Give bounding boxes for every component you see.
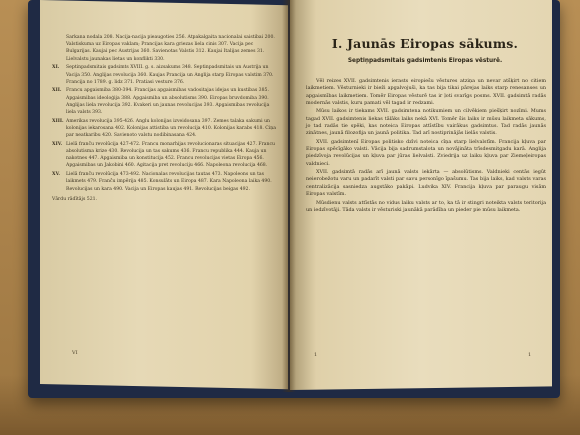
toc-entry-text: Amerikas revolucija 395-426. Anglu kolonijas izveidosana 397. Zemes talaka sakumi un kolonijas iekarosana 402. Kolonijas attistiba un revolucija 410. Kolonijas karabs 418. Ciņa par neatkaribu 420. Savienoto valstu nodibinasana 424.: [66, 118, 276, 139]
toc-entry-text: Septinpadsmitais gadsimts XVIII. g. s. aizsakums 348. Septinpadsmitais un Austrija un Vacija 350. Anglijas revolucija 360. Kaujas Prancija un Anglija starp Eiropas valstim 370. Francija no 1789. g. lidz 371. Pratiasi vesture 376.: [66, 65, 274, 85]
page-number-left: VI: [72, 350, 78, 356]
toc-entry-text: Francu apgaismiba 380-394. Francijas apgaismibas vadositajas idejas un kustibas 385. Apgaismibas ideoloģija 388. Apgaismiba un absolutisms 390. Eiropas bruvdomiba 390. Anglijas liela revolucija 392. Kvakeri un jaunas revolucijas 393. Apgaismibas revolucija liela valsts 393.: [66, 88, 270, 116]
toc-entry-number: XI.: [52, 65, 60, 71]
toc-entry: [52, 64, 276, 86]
toc-entry-text: Lielā franču revolūcija 427-472. Francu monarhijas revolucionaras situacijas 427. Francu absolutisma krize 430. Revolucija un tas sakums 436. Francu republika 444. Kauja un nakotnes 447. Apgaismiba un konstitucija 452. Francu revolucijas vietas Eiropa 456. Apgaismibas un Jakobini 460. Agitacija pret revoluciju 466. Napoleona revolucija 468.: [66, 141, 276, 169]
page-number-right-inner: 1: [314, 352, 318, 358]
toc-entry-text: Sarkana nodala 208. Nacija-nacija pieaugoties 256. Atpakalgaita nacionalai saistibai 200. Valstiskuma uz Eiropas vaklam; Prancijas kara griezas liela cinis 307. Vacija pec Bulgarijas. Kaujai pec Austrijas 360. Savienotas Valstis 312. Kaujai Italijas zemes 31. Lielvalstu jaunakas lietas un konflikti 330.: [66, 35, 275, 62]
paragraph: Vēl reizes XVII. gadsimtenis ierasts eiropiešu vēstures atziņa un nevar atšķirt no citiem laikmetiem. Vēsturnieki ir bieži apgalvojuši, ka tas bija tikai pārejas laiks starp renesanses un apgaismības laikmetiem. Tomēr Eiropas vēsturē tas ir ļoti svarīgs posms. XVII. gadsimtā radās modernās valstis, kuru pamati vēl tagad ir redzami.: [306, 78, 546, 107]
paragraph: Mūsdienu valsts attīstās no vidus laiku valsts ar to, ka tā ir stingri noteikta valsts teritorija un iedzīvotāji. Tāda valsts ir vēsturiski jaunākā parādība un pieder pie mūsu laikmeta.: [306, 199, 546, 213]
toc-entry-number: XIII.: [52, 118, 64, 124]
index-reference: Vārdu rādītājs 521.: [52, 196, 98, 202]
page-number-right-outer: 1: [528, 352, 532, 358]
toc-entry-number: XIV.: [52, 141, 63, 147]
paragraph: Mūsu laikos ir tiekams XVII. gadsimtena notikumiem un cilvēkiem piešķirt nozīmi. Mums tagad XVII. gadsimtenis liekas tālāks laiks nekā XVI. Tomēr šis laiks ir mūsu laikmeta sākums, jo tad radās tie spēki, kas noteica Eiropas attīstību vairākus gadsimtus. Tad radās jaunās zinātnes, jaunā filozofija un jaunā politika. Tad arī nostiprinājās lielās valstis.: [306, 108, 546, 137]
chapter-subtitle: Septiņpadsmitais gadsimtenis Eiropas vēsturē.: [347, 58, 503, 64]
book-gutter: [282, 0, 296, 392]
paragraph: XVII. gadsimtā radās arī jaunā valsts iekārta — absolūtisms. Valdnieki centās iegūt neierobežotu varu un padarīt valsti par savu personīgo īpašumu. Tas bija laiks, kad valsts varas centralizācija sasniedza augstāko pakāpi. Ludvika XIV. Francija kļuva par paraugu visām Eiropas valstīm.: [306, 169, 546, 198]
toc-entry: [52, 34, 276, 63]
toc-entry: [52, 118, 276, 140]
chapter-body: [306, 78, 546, 215]
toc-entry: [52, 171, 276, 193]
toc-entry: [52, 141, 276, 170]
toc-entry-text: Lielā franču revolūcija 473-492. Nacionalas revolucijas tautas 473. Napoleons un tas laikmets 479. Franču impērija 485. Konsulāts un Eiropa 487. Kara Napoleona laika 490. Revolucijas un kara 490. Vacija un Eiropas kaujas 491. Revolucijas beigas 492.: [66, 172, 272, 192]
paragraph: XVII. gadsimtenī Eiropas politisko dzīvi noteica cīņa starp lielvalstīm. Francija kļuva par Eiropas spēcīgāko valsti. Vācija bija sadrumstalota un novājināta trīsdesmitgadu karā. Anglija piedzīvoja revolūcijas un kļuva par jūras lielvalsti. Zviedrija uz laiku kļuva par Ziemeļeiropas valdnieci.: [306, 138, 546, 167]
toc-entry: [52, 87, 276, 116]
table-of-contents: [52, 34, 276, 203]
toc-entry-number: XV.: [52, 172, 60, 178]
chapter-title: I. Jaunās Eiropas sākums.: [331, 36, 519, 51]
toc-entry-number: XII.: [52, 88, 62, 94]
